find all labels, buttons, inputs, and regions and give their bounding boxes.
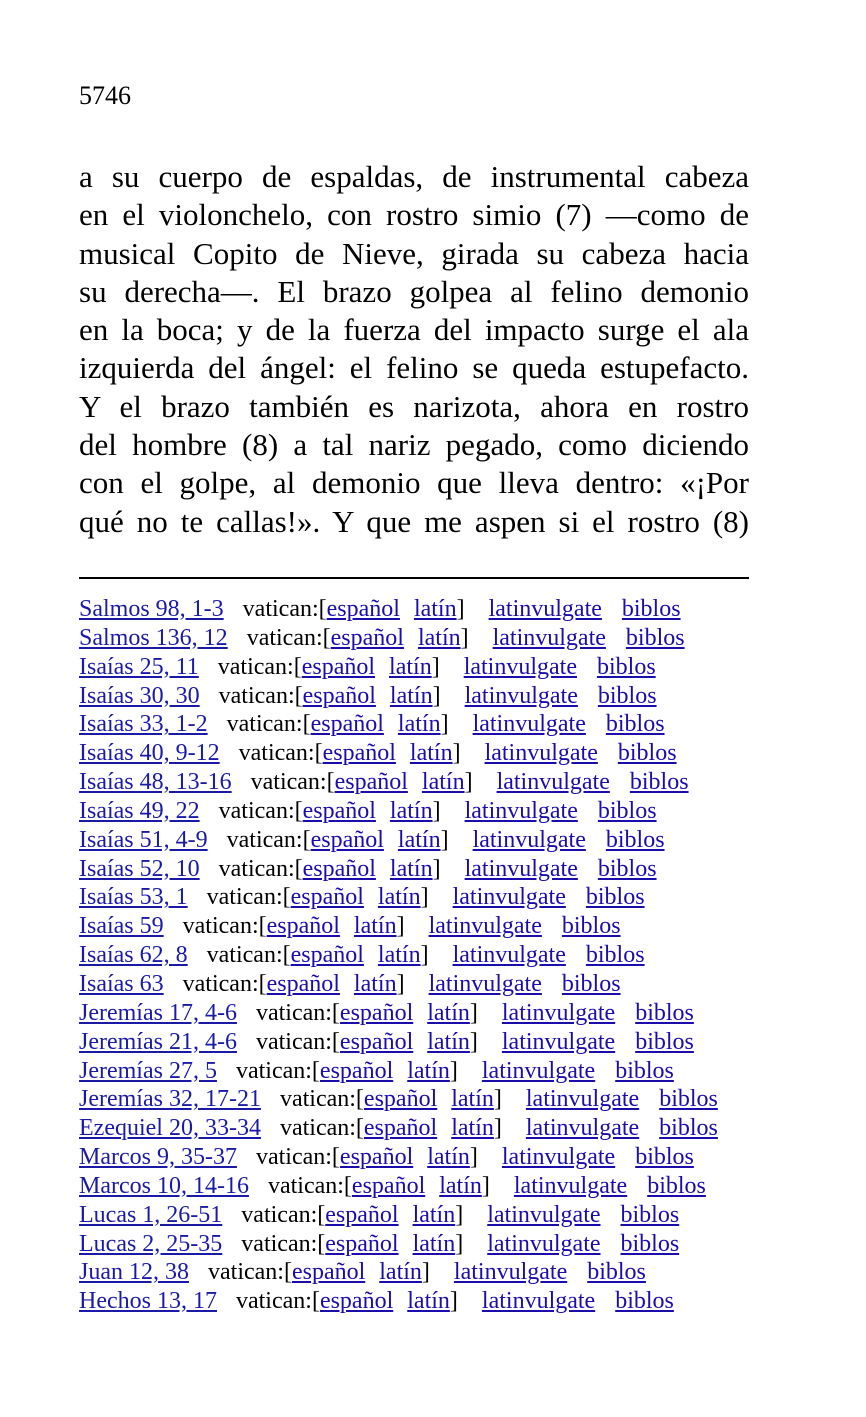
latinvulgate-link[interactable]: latinvulgate [481,1057,596,1084]
biblos-link[interactable]: biblos [585,942,645,969]
close-bracket: ] [493,1115,502,1142]
vatican-espanol-link[interactable]: español [266,913,340,940]
reference-row [79,1085,819,1114]
vatican-label: vatican:[ [206,942,291,969]
vatican-espanol-link[interactable]: español [302,797,376,824]
biblos-link[interactable]: biblos [659,1086,718,1113]
close-bracket: ] [469,999,478,1026]
biblos-link[interactable]: biblos [659,1115,718,1142]
reference-link[interactable]: Isaías 62, 8 [79,942,188,969]
biblos-link[interactable]: biblos [561,970,621,997]
vatican-label: vatican:[ [255,1144,340,1171]
biblos-link[interactable]: biblos [621,596,681,622]
biblos-link[interactable]: biblos [620,1201,680,1228]
reference-row [79,1057,819,1086]
reference-row [79,768,819,797]
vatican-espanol-link[interactable]: español [334,769,408,796]
close-bracket: ] [469,1144,478,1171]
reference-link[interactable]: Ezequiel 20, 33-34 [79,1115,261,1142]
vatican-latin-link[interactable]: latín [407,1288,450,1315]
vatican-latin-link[interactable]: latín [379,1259,422,1286]
body-line: en la boca; y de la fuerza del impacto surge el ala [79,312,749,348]
latinvulgate-link[interactable]: latinvulgate [513,1172,628,1199]
close-bracket: ] [431,653,440,680]
close-bracket: ] [469,1028,478,1055]
vatican-label: vatican:[ [218,797,303,824]
biblos-link[interactable]: biblos [585,884,645,911]
biblos-link[interactable]: biblos [596,653,656,680]
reference-link[interactable]: Salmos 98, 1-3 [79,596,224,622]
body-line: su derecha—. El brazo golpea al felino demonio [79,273,749,309]
reference-row [79,1114,819,1143]
reference-link[interactable]: Jeremías 32, 17-21 [79,1086,261,1113]
reference-link[interactable]: Juan 12, 38 [79,1259,189,1286]
latinvulgate-link[interactable]: latinvulgate [481,1288,596,1315]
biblos-link[interactable]: biblos [635,999,694,1026]
vatican-label: vatican:[ [238,740,323,767]
vatican-espanol-link[interactable]: español [339,999,414,1026]
vatican-espanol-link[interactable]: español [291,1259,366,1286]
vatican-espanol-link[interactable]: español [302,855,376,882]
reference-link[interactable]: Isaías 40, 9-12 [79,740,220,767]
reference-link[interactable]: Isaías 30, 30 [79,682,200,709]
vatican-espanol-link[interactable]: español [319,1057,394,1084]
vatican-label: vatican:[ [226,711,311,738]
reference-link[interactable]: Isaías 52, 10 [79,855,200,882]
vatican-label: vatican:[ [217,653,302,680]
close-bracket: ] [456,596,465,622]
vatican-latin-link[interactable]: latín [451,1086,494,1113]
reference-link[interactable]: Isaías 49, 22 [79,797,200,824]
latinvulgate-link[interactable]: latinvulgate [487,1201,601,1228]
close-bracket: ] [440,826,449,853]
vatican-espanol-link[interactable]: español [330,624,404,651]
reference-link[interactable]: Marcos 9, 35-37 [79,1144,237,1171]
latinvulgate-link[interactable]: latinvulgate [428,970,542,997]
vatican-label: vatican:[ [182,970,267,997]
biblos-link[interactable]: biblos [605,711,665,738]
vatican-label: vatican:[ [206,884,291,911]
vatican-espanol-link[interactable]: español [290,884,364,911]
vatican-latin-link[interactable]: latín [377,942,421,969]
biblos-link[interactable]: biblos [597,797,657,824]
body-line: a su cuerpo de espaldas, de instrumental cabeza [79,159,749,194]
vatican-latin-link[interactable]: latín [353,913,397,940]
close-bracket: ] [455,1201,464,1228]
vatican-espanol-link[interactable]: español [351,1172,426,1199]
vatican-label: vatican:[ [226,826,311,853]
vatican-label: vatican:[ [242,596,327,622]
vatican-label: vatican:[ [246,624,331,651]
close-bracket: ] [452,740,461,767]
latinvulgate-link[interactable]: latinvulgate [525,1086,640,1113]
vatican-label: vatican:[ [218,855,303,882]
reference-row [79,1143,819,1172]
latinvulgate-link[interactable]: latinvulgate [525,1115,640,1142]
vatican-latin-link[interactable]: latín [439,1172,482,1199]
latinvulgate-link[interactable]: latinvulgate [472,711,586,738]
latinvulgate-link[interactable]: latinvulgate [488,596,602,622]
reference-row [79,1201,819,1230]
close-bracket: ] [460,624,469,651]
close-bracket: ] [481,1172,490,1199]
vatican-espanol-link[interactable]: español [310,826,384,853]
vatican-label: vatican:[ [208,1259,292,1286]
vatican-espanol-link[interactable]: español [322,740,396,767]
reference-link[interactable]: Marcos 10, 14-16 [79,1172,249,1199]
biblos-link[interactable]: biblos [620,1230,680,1257]
latinvulgate-link[interactable]: latinvulgate [453,1259,568,1286]
body-line: Y el brazo también es narizota, ahora en rostro [79,388,749,424]
latinvulgate-link[interactable]: latinvulgate [464,797,578,824]
reference-row [79,883,819,912]
reference-row [79,912,819,941]
vatican-espanol-link[interactable]: español [266,970,340,997]
reference-link[interactable]: Lucas 2, 25-35 [79,1230,223,1257]
vatican-latin-link[interactable]: latín [412,1230,456,1257]
vatican-latin-link[interactable]: latín [427,1028,470,1055]
biblos-link[interactable]: biblos [635,1144,694,1171]
body-line: qué no te callas!». Y que me aspen si el rostro (8) [79,503,749,539]
vatican-label: vatican:[ [250,769,335,796]
reference-row [79,682,819,711]
vatican-latin-link[interactable]: latín [421,769,465,796]
latinvulgate-link[interactable]: latinvulgate [452,884,566,911]
body-line: con el golpe, al demonio que lleva dentro: «¡Por [79,465,749,501]
latinvulgate-link[interactable]: latinvulgate [463,653,577,680]
body-line: musical Copito de Nieve, girada su cabeza hacia [79,235,749,271]
close-bracket: ] [420,942,429,969]
reference-row [79,624,819,653]
biblos-link[interactable]: biblos [615,1057,674,1084]
reference-link[interactable]: Isaías 33, 1-2 [79,711,208,738]
reference-row [79,1028,819,1057]
latinvulgate-link[interactable]: latinvulgate [501,999,616,1026]
vatican-espanol-link[interactable]: español [363,1115,438,1142]
reference-row [79,970,819,999]
biblos-link[interactable]: biblos [597,855,657,882]
latinvulgate-link[interactable]: latinvulgate [428,913,542,940]
latinvulgate-link[interactable]: latinvulgate [484,740,598,767]
reference-row [79,739,819,768]
vatican-latin-link[interactable]: latín [377,884,421,911]
body-text [79,158,749,541]
latinvulgate-link[interactable]: latinvulgate [492,624,606,651]
reference-link[interactable]: Jeremías 27, 5 [79,1057,217,1084]
close-bracket: ] [455,1230,464,1257]
biblos-link[interactable]: biblos [615,1288,674,1315]
vatican-label: vatican:[ [267,1172,352,1199]
biblos-link[interactable]: biblos [605,826,665,853]
vatican-espanol-link[interactable]: español [290,942,364,969]
biblos-link[interactable]: biblos [617,740,677,767]
vatican-espanol-link[interactable]: español [339,1144,414,1171]
reference-link[interactable]: Isaías 59 [79,913,164,940]
reference-row [79,1230,819,1259]
vatican-espanol-link[interactable]: español [363,1086,438,1113]
vatican-latin-link[interactable]: latín [389,797,433,824]
vatican-label: vatican:[ [255,999,340,1026]
latinvulgate-link[interactable]: latinvulgate [464,855,578,882]
vatican-latin-link[interactable]: latín [409,740,453,767]
reference-row [79,1258,819,1287]
reference-row [79,595,819,624]
reference-link[interactable]: Salmos 136, 12 [79,624,228,651]
latinvulgate-link[interactable]: latinvulgate [472,826,586,853]
vatican-latin-link[interactable]: latín [397,711,441,738]
vatican-espanol-link[interactable]: español [301,653,376,680]
close-bracket: ] [464,769,473,796]
body-line: izquierda del ángel: el felino se queda estupefacto. [79,350,749,386]
vatican-latin-link[interactable]: latín [413,596,457,622]
vatican-latin-link[interactable]: latín [451,1115,494,1142]
close-bracket: ] [432,855,441,882]
reference-link[interactable]: Hechos 13, 17 [79,1288,217,1315]
reference-link[interactable]: Jeremías 21, 4-6 [79,1028,237,1055]
reference-link[interactable]: Jeremías 17, 4-6 [79,999,237,1026]
close-bracket: ] [440,711,449,738]
vatican-label: vatican:[ [182,913,267,940]
vatican-latin-link[interactable]: latín [389,855,433,882]
latinvulgate-link[interactable]: latinvulgate [496,769,610,796]
latinvulgate-link[interactable]: latinvulgate [464,682,578,709]
biblos-link[interactable]: biblos [647,1172,706,1199]
reference-list [79,595,819,1316]
vatican-label: vatican:[ [279,1086,364,1113]
biblos-link[interactable]: biblos [625,624,685,651]
page-number: 5746 [79,81,131,110]
biblos-link[interactable]: biblos [561,913,621,940]
vatican-label: vatican:[ [235,1057,320,1084]
close-bracket: ] [449,1057,458,1084]
vatican-latin-link[interactable]: latín [407,1057,450,1084]
vatican-latin-link[interactable]: latín [412,1201,456,1228]
reference-link[interactable]: Isaías 48, 13-16 [79,769,232,796]
close-bracket: ] [432,797,441,824]
reference-row [79,1287,819,1316]
latinvulgate-link[interactable]: latinvulgate [487,1230,601,1257]
reference-link[interactable]: Isaías 25, 11 [79,653,199,680]
vatican-espanol-link[interactable]: español [326,596,400,622]
reference-row [79,999,819,1028]
close-bracket: ] [396,913,405,940]
reference-row [79,1172,819,1201]
latinvulgate-link[interactable]: latinvulgate [501,1144,616,1171]
footnote-divider [79,577,749,579]
vatican-espanol-link[interactable]: español [319,1288,394,1315]
vatican-latin-link[interactable]: latín [427,999,470,1026]
vatican-latin-link[interactable]: latín [389,682,433,709]
latinvulgate-link[interactable]: latinvulgate [452,942,566,969]
vatican-espanol-link[interactable]: español [339,1028,414,1055]
vatican-latin-link[interactable]: latín [397,826,441,853]
vatican-latin-link[interactable]: latín [353,970,397,997]
reference-link[interactable]: Isaías 51, 4-9 [79,826,208,853]
vatican-label: vatican:[ [279,1115,364,1142]
reference-link[interactable]: Isaías 63 [79,970,164,997]
biblos-link[interactable]: biblos [629,769,689,796]
biblos-link[interactable]: biblos [597,682,657,709]
vatican-latin-link[interactable]: latín [427,1144,470,1171]
close-bracket: ] [420,884,429,911]
body-line: del hombre (8) a tal nariz pegado, como diciendo [79,427,749,463]
reference-row [79,653,819,682]
close-bracket: ] [449,1288,458,1315]
close-bracket: ] [396,970,405,997]
vatican-label: vatican:[ [241,1201,326,1228]
vatican-label: vatican:[ [235,1288,320,1315]
reference-link[interactable]: Lucas 1, 26-51 [79,1201,223,1228]
biblos-link[interactable]: biblos [635,1028,694,1055]
close-bracket: ] [421,1259,430,1286]
vatican-latin-link[interactable]: latín [389,653,432,680]
vatican-label: vatican:[ [218,682,303,709]
reference-row [79,941,819,970]
reference-row [79,826,819,855]
vatican-espanol-link[interactable]: español [325,1201,399,1228]
reference-row [79,855,819,884]
vatican-espanol-link[interactable]: español [302,682,376,709]
vatican-label: vatican:[ [255,1028,340,1055]
vatican-espanol-link[interactable]: español [325,1230,399,1257]
vatican-espanol-link[interactable]: español [310,711,384,738]
biblos-link[interactable]: biblos [587,1259,646,1286]
body-line: en el violonchelo, con rostro simio (7) —como de [79,197,749,233]
reference-row [79,797,819,826]
latinvulgate-link[interactable]: latinvulgate [501,1028,616,1055]
vatican-label: vatican:[ [241,1230,326,1257]
close-bracket: ] [432,682,441,709]
reference-link[interactable]: Isaías 53, 1 [79,884,188,911]
close-bracket: ] [493,1086,502,1113]
vatican-latin-link[interactable]: latín [417,624,461,651]
reference-row [79,710,819,739]
